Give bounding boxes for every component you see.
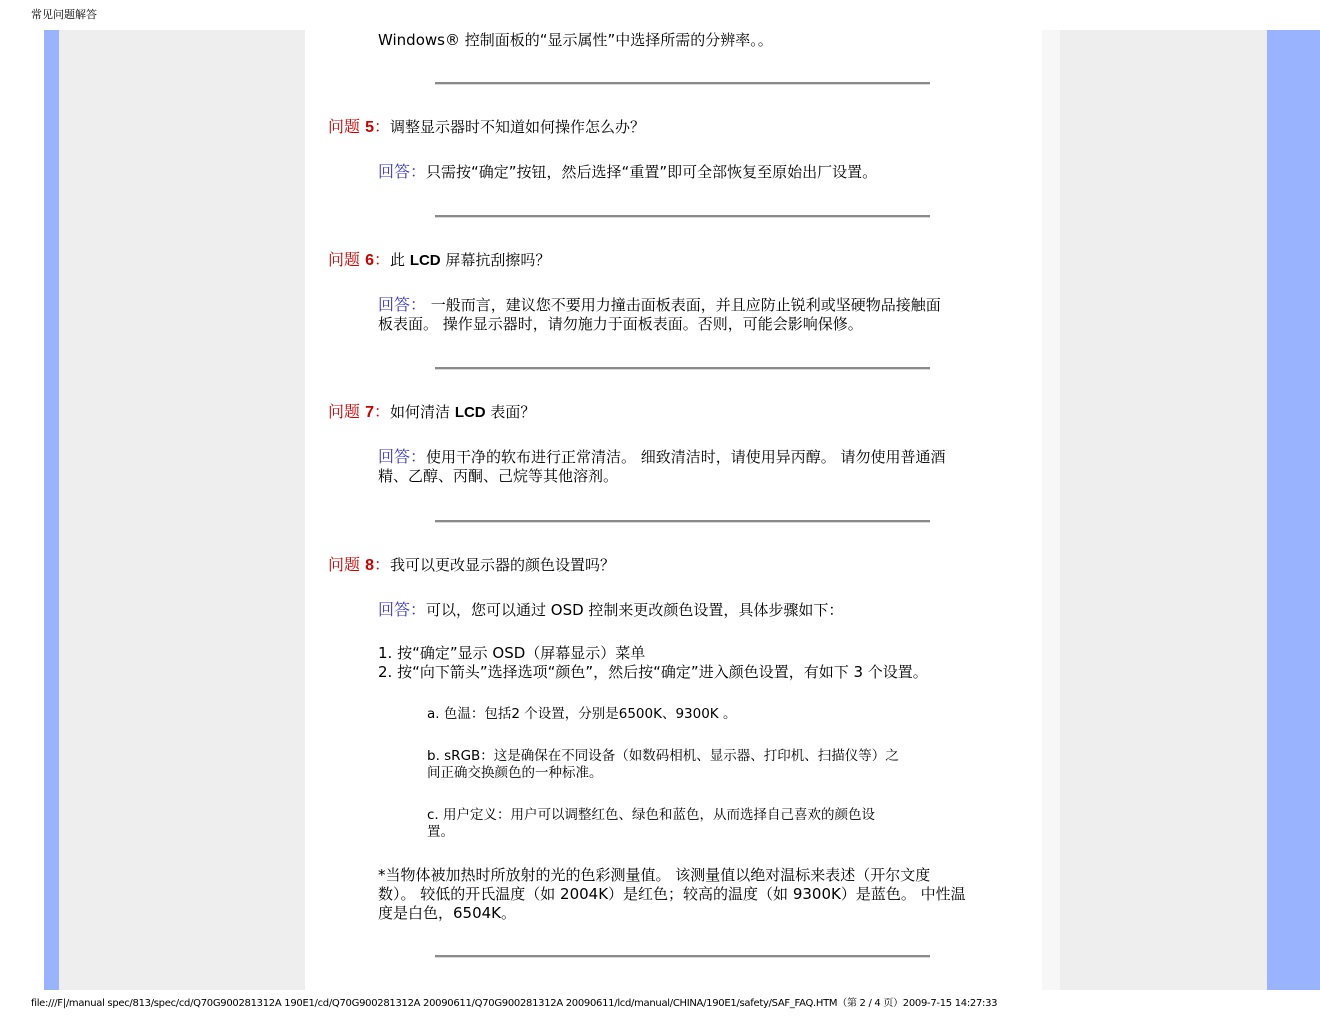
right-blue-stripe — [1267, 30, 1320, 990]
question-label: 问题 6： — [328, 250, 391, 269]
answer-label: 回答： — [378, 162, 427, 181]
question-label: 问题 7： — [328, 402, 391, 421]
right-gray-panel — [1060, 30, 1267, 990]
question-label: 问题 8： — [328, 555, 391, 574]
option-c: c. 用户定义：用户可以调整红色、绿色和蓝色，从而选择自己喜欢的颜色设 置。 — [427, 807, 876, 840]
divider-rule — [435, 82, 930, 85]
lcd-bold-text: LCD — [409, 252, 441, 269]
answer-5 — [378, 162, 877, 182]
lcd-bold-text: LCD — [454, 404, 486, 421]
question-6: 问题 6：此 LCD 屏幕抗刮擦吗？ — [328, 250, 551, 269]
divider-rule — [435, 520, 930, 523]
divider-rule — [435, 955, 930, 958]
option-a: a. 色温：包括2 个设置，分别是6500K、9300K 。 — [427, 706, 737, 722]
divider-rule — [435, 367, 930, 370]
left-blue-stripe — [44, 30, 59, 990]
left-gray-panel — [59, 30, 305, 990]
answer-label: 回答： — [378, 295, 427, 314]
answer-label: 回答： — [378, 447, 427, 466]
answer-6: 回答： 一般而言，建议您不要用力撞击面板表面，并且应防止锐利或坚硬物品接触面 板表面。 操作显示器时，请勿施力于面板表面。否则，可能会影响保修。 — [378, 295, 941, 333]
question-7: 问题 7：如何清洁 LCD 表面？ — [328, 402, 536, 421]
option-b: b. sRGB：这是确保在不同设备（如数码相机、显示器、打印机、扫描仪等）之 间正确交换颜色的一种标准。 — [427, 748, 899, 781]
question-text: 调整显示器时不知道如何操作怎么办？ — [390, 118, 646, 136]
step-item: 2. 按“向下箭头”选择选项“颜色”，然后按“确定”进入颜色设置，有如下 3 个设置。 — [378, 663, 928, 681]
answer-7: 回答：使用干净的软布进行正常清洁。 细致清洁时，请使用异丙醇。 请勿使用普通酒 精、乙醇、丙酮、己烷等其他溶剂。 — [378, 447, 946, 485]
answer-8: 回答：可以，您可以通过 OSD 控制来更改颜色设置，具体步骤如下： — [378, 600, 844, 619]
step-item: 1. 按“确定”显示 OSD（屏幕显示）菜单 — [378, 644, 646, 662]
steps-list — [378, 644, 928, 682]
answer-label: 回答： — [378, 600, 427, 619]
right-light-strip — [1042, 30, 1060, 990]
question-5 — [328, 117, 645, 138]
footer-file-path: file:///F|/manual spec/813/spec/cd/Q70G900281312A 190E1/cd/Q70G900281312A 20090611/Q70G900281312A 20090611/lcd/manual/CHINA/190E1/safety/SAF_FAQ.HTM（第 2 / 4 页）2009-7-15 14:27:33 — [31, 998, 998, 1009]
page-header-title: 常见问题解答 — [31, 8, 97, 21]
answer-text: 只需按“确定”按钮，然后选择“重置”即可全部恢复至原始出厂设置。 — [426, 163, 878, 181]
color-temperature-note: *当物体被加热时所放射的光的色彩测量值。 该测量值以绝对温标来表述（开尔文度 数）。 较低的开氏温度（如 2004K）是红色；较高的温度（如 9300K）是蓝色。 中性温 度是白色，6504K。 — [378, 866, 966, 922]
question-text: 我可以更改显示器的颜色设置吗？ — [390, 556, 616, 574]
question-8 — [328, 555, 615, 576]
intro-tail-text: Windows® 控制面板的“显示属性”中选择所需的分辨率。。 — [378, 31, 773, 49]
divider-rule — [435, 215, 930, 218]
question-label: 问题 5： — [328, 117, 391, 136]
